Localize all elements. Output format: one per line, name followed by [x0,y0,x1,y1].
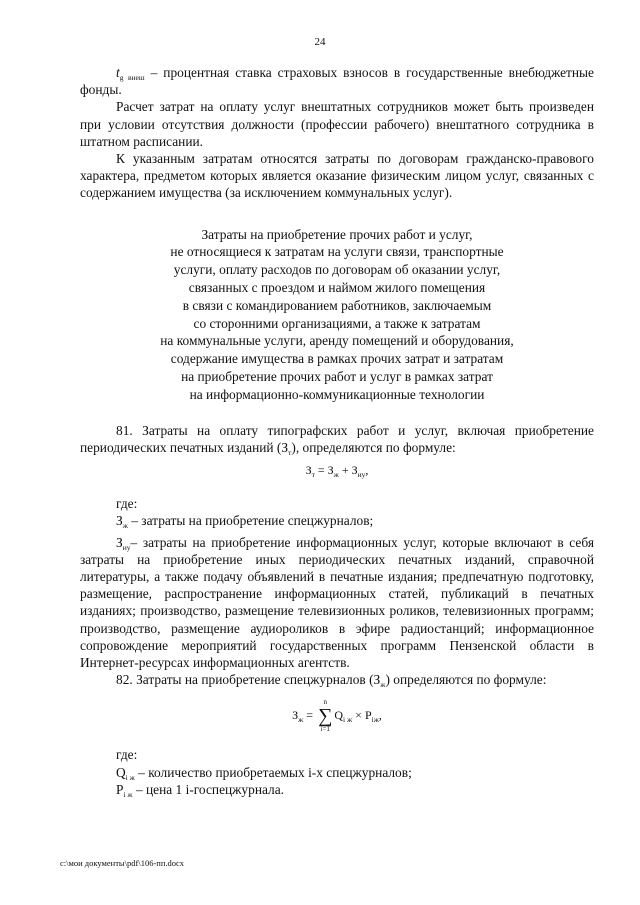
formula-81: $З_т = З_ж + З_{иу}$, [305,463,369,479]
where-label-82: где: [116,747,138,763]
section-heading [80,226,594,404]
definition-q: $Q_{i ж}$ – количество приобретаемых i-х спецжурналов; [116,764,412,782]
definition-z-zh: $З_ж$ – затраты на приобретение спецжурналов; [116,513,374,531]
heading-line: на приобретение прочих работ и услуг в рамках затрат [181,369,493,384]
heading-line: на коммунальные услуги, аренду помещений и оборудования, [160,333,514,349]
heading-line: в связи с командированием работников, заключаемым [182,297,492,313]
footer-file-path: c:\мои документы\pdf\106-пп.docx [60,858,185,868]
document-body [80,64,594,798]
heading-line: услуги, оплату расходов по договорам об оказании услуг, [173,262,501,278]
where-label-81: где: [116,496,138,512]
paragraph-includes: К указанным затратам относятся затраты по договорам гражданско-правового характера, предметом которых является оказание физическим лицом услуг, связанных с содержанием имущества (за исключением коммунальных услуг). [80,151,594,201]
heading-line: Затраты на приобретение прочих работ и услуг, [201,226,473,242]
item-82-paragraph: 82. Затраты на приобретение спецжурналов $(З_ж)$ определяются по формуле: [116,672,547,690]
definition-p: $P_{i ж}$ – цена 1 i-госпецжурнала. [116,781,285,799]
page-number: 24 [314,36,326,48]
paragraph-tax-rate [80,64,594,98]
formula-82: $З_ж$ = n ∑ i=1 $Q_{i ж} \times P_{iж}$, [292,698,382,734]
symbol-t-sub: g внеш [119,73,145,82]
symbol-t: t [116,65,120,80]
sum-operator: n ∑ i=1 [318,698,333,734]
tax-rate-text: – процентная ставка страховых взносов в государственные внебюджетные фонды. [80,65,594,98]
heading-line: не относящиеся к затратам на услуги связи, транспортные [170,244,504,260]
heading-line: на информационно-коммуникационные технологии [189,386,485,402]
definition-z-iu: $З_{иу}-$ затраты на приобретение информационных услуг, которые включают в себя затраты на приобретение иных периодических печатных изданий, справочной литературы, а также подачу объявлений в печатные издания; предпечатную подготовку, размещение, распространение информационных статей, публикаций в печатных изданиях; производство, размещение телевизионных роликов, телевизионных программ; производство, размещение аудиороликов в эфире радиостанций; информационное сопровождение мероприятий государственных программ Пензенской области в Интернет-ресурсах информационных агентств. [80,534,594,671]
paragraph-calculation: Расчет затрат на оплату услуг внештатных сотрудников может быть произведен при условии отсутствия должности (профессии рабочего) внештатного сотрудника в штатном расписании. [80,99,594,149]
heading-line: со сторонними организациями, а также к затратам [193,315,481,331]
item-81-paragraph: 81. Затраты на оплату типографских работ и услуг, включая приобретение периодических печатных изданий $(З_т)$, определяются по формуле: [80,422,594,457]
heading-line: содержание имущества в рамках прочих затрат и затратам [170,351,504,367]
heading-line: связанных с проездом и наймом жилого помещения [188,280,486,296]
